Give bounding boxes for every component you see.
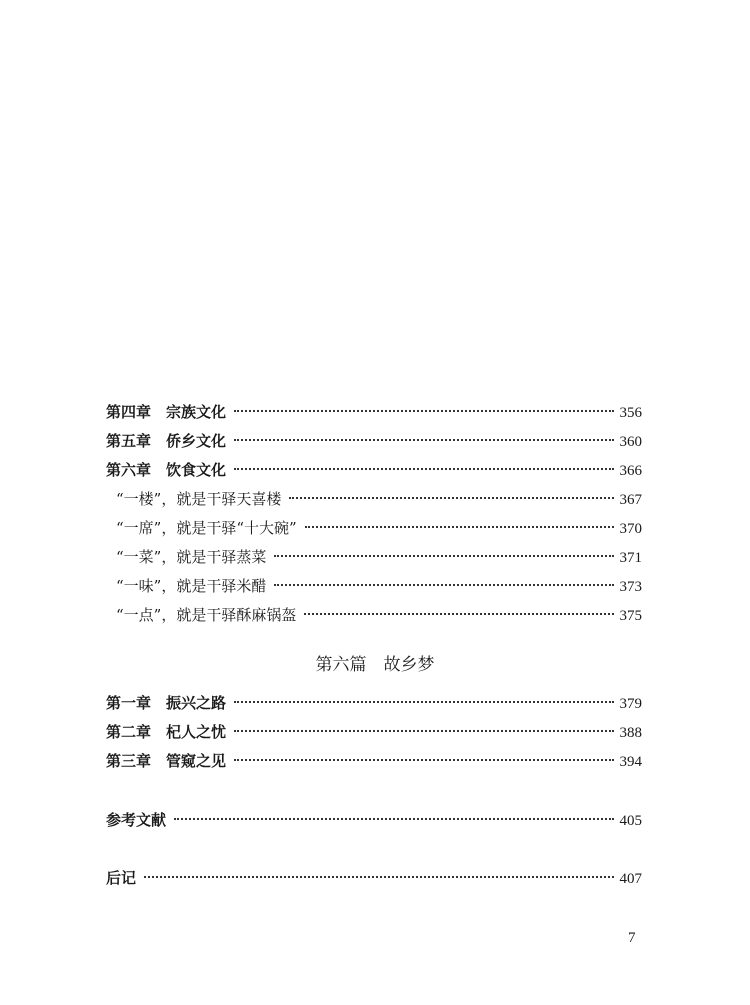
dot-leader	[304, 613, 613, 615]
toc-entry-afterword[interactable]	[106, 867, 642, 889]
toc-subentry-wei[interactable]	[116, 575, 642, 597]
toc-entry-page: 379	[619, 696, 642, 712]
toc-entry-page: 373	[619, 579, 642, 595]
dot-leader	[234, 730, 613, 732]
dot-leader	[234, 468, 613, 470]
toc-entry-title: 第一章 振兴之路	[106, 694, 227, 712]
toc-entry-title: 第四章 宗族文化	[106, 403, 227, 421]
toc-entry-chapter-6[interactable]	[106, 459, 642, 481]
toc-entry-references[interactable]	[106, 809, 642, 831]
page-number: 7	[628, 930, 636, 946]
toc-entry-title: 第二章 杞人之忧	[106, 723, 227, 741]
toc-entry-page: 371	[619, 550, 642, 566]
toc-entry-title: 参考文献	[106, 811, 167, 829]
dot-leader	[305, 526, 614, 528]
toc-entry-page: 370	[619, 521, 642, 537]
part-heading: 第六篇 故乡梦	[315, 655, 435, 675]
toc-entry-title: “一点”，就是干驿酥麻锅盔	[116, 606, 297, 624]
dot-leader	[289, 497, 613, 499]
toc-subentry-cai[interactable]	[116, 546, 642, 568]
toc-entry-part6-chapter-2[interactable]	[106, 721, 642, 743]
toc-entry-chapter-4[interactable]	[106, 401, 642, 423]
toc-entry-title: “一菜”，就是干驿蒸菜	[116, 548, 267, 566]
toc-entry-page: 388	[619, 725, 642, 741]
toc-entry-page: 367	[619, 492, 642, 508]
dot-leader	[274, 584, 613, 586]
dot-leader	[234, 439, 613, 441]
dot-leader	[274, 555, 613, 557]
toc-entry-title: 第六章 饮食文化	[106, 461, 227, 479]
toc-entry-page: 394	[619, 754, 642, 770]
toc-subentry-lou[interactable]	[116, 488, 642, 510]
toc-subentry-dian[interactable]	[116, 604, 642, 626]
toc-entry-page: 360	[619, 434, 642, 450]
dot-leader	[234, 410, 613, 412]
toc-entry-part6-chapter-3[interactable]	[106, 750, 642, 772]
toc-entry-page: 407	[619, 871, 642, 887]
toc-entry-page: 366	[619, 463, 642, 479]
toc-entry-title: “一席”，就是干驿“十大碗”	[116, 519, 297, 537]
toc-entry-page: 375	[619, 608, 642, 624]
toc-entry-chapter-5[interactable]	[106, 430, 642, 452]
toc-entry-title: 后记	[106, 869, 137, 887]
dot-leader	[174, 818, 613, 820]
toc-entry-page: 405	[619, 813, 642, 829]
toc-entry-page: 356	[619, 405, 642, 421]
dot-leader	[234, 759, 613, 761]
toc-entry-title: 第三章 管窥之见	[106, 752, 227, 770]
toc-entry-title: 第五章 侨乡文化	[106, 432, 227, 450]
toc-entry-title: “一楼”，就是干驿天喜楼	[116, 490, 282, 508]
toc-subentry-xi[interactable]	[116, 517, 642, 539]
toc-entry-part6-chapter-1[interactable]	[106, 692, 642, 714]
dot-leader	[144, 876, 613, 878]
toc-entry-title: “一味”，就是干驿米醋	[116, 577, 267, 595]
dot-leader	[234, 701, 613, 703]
